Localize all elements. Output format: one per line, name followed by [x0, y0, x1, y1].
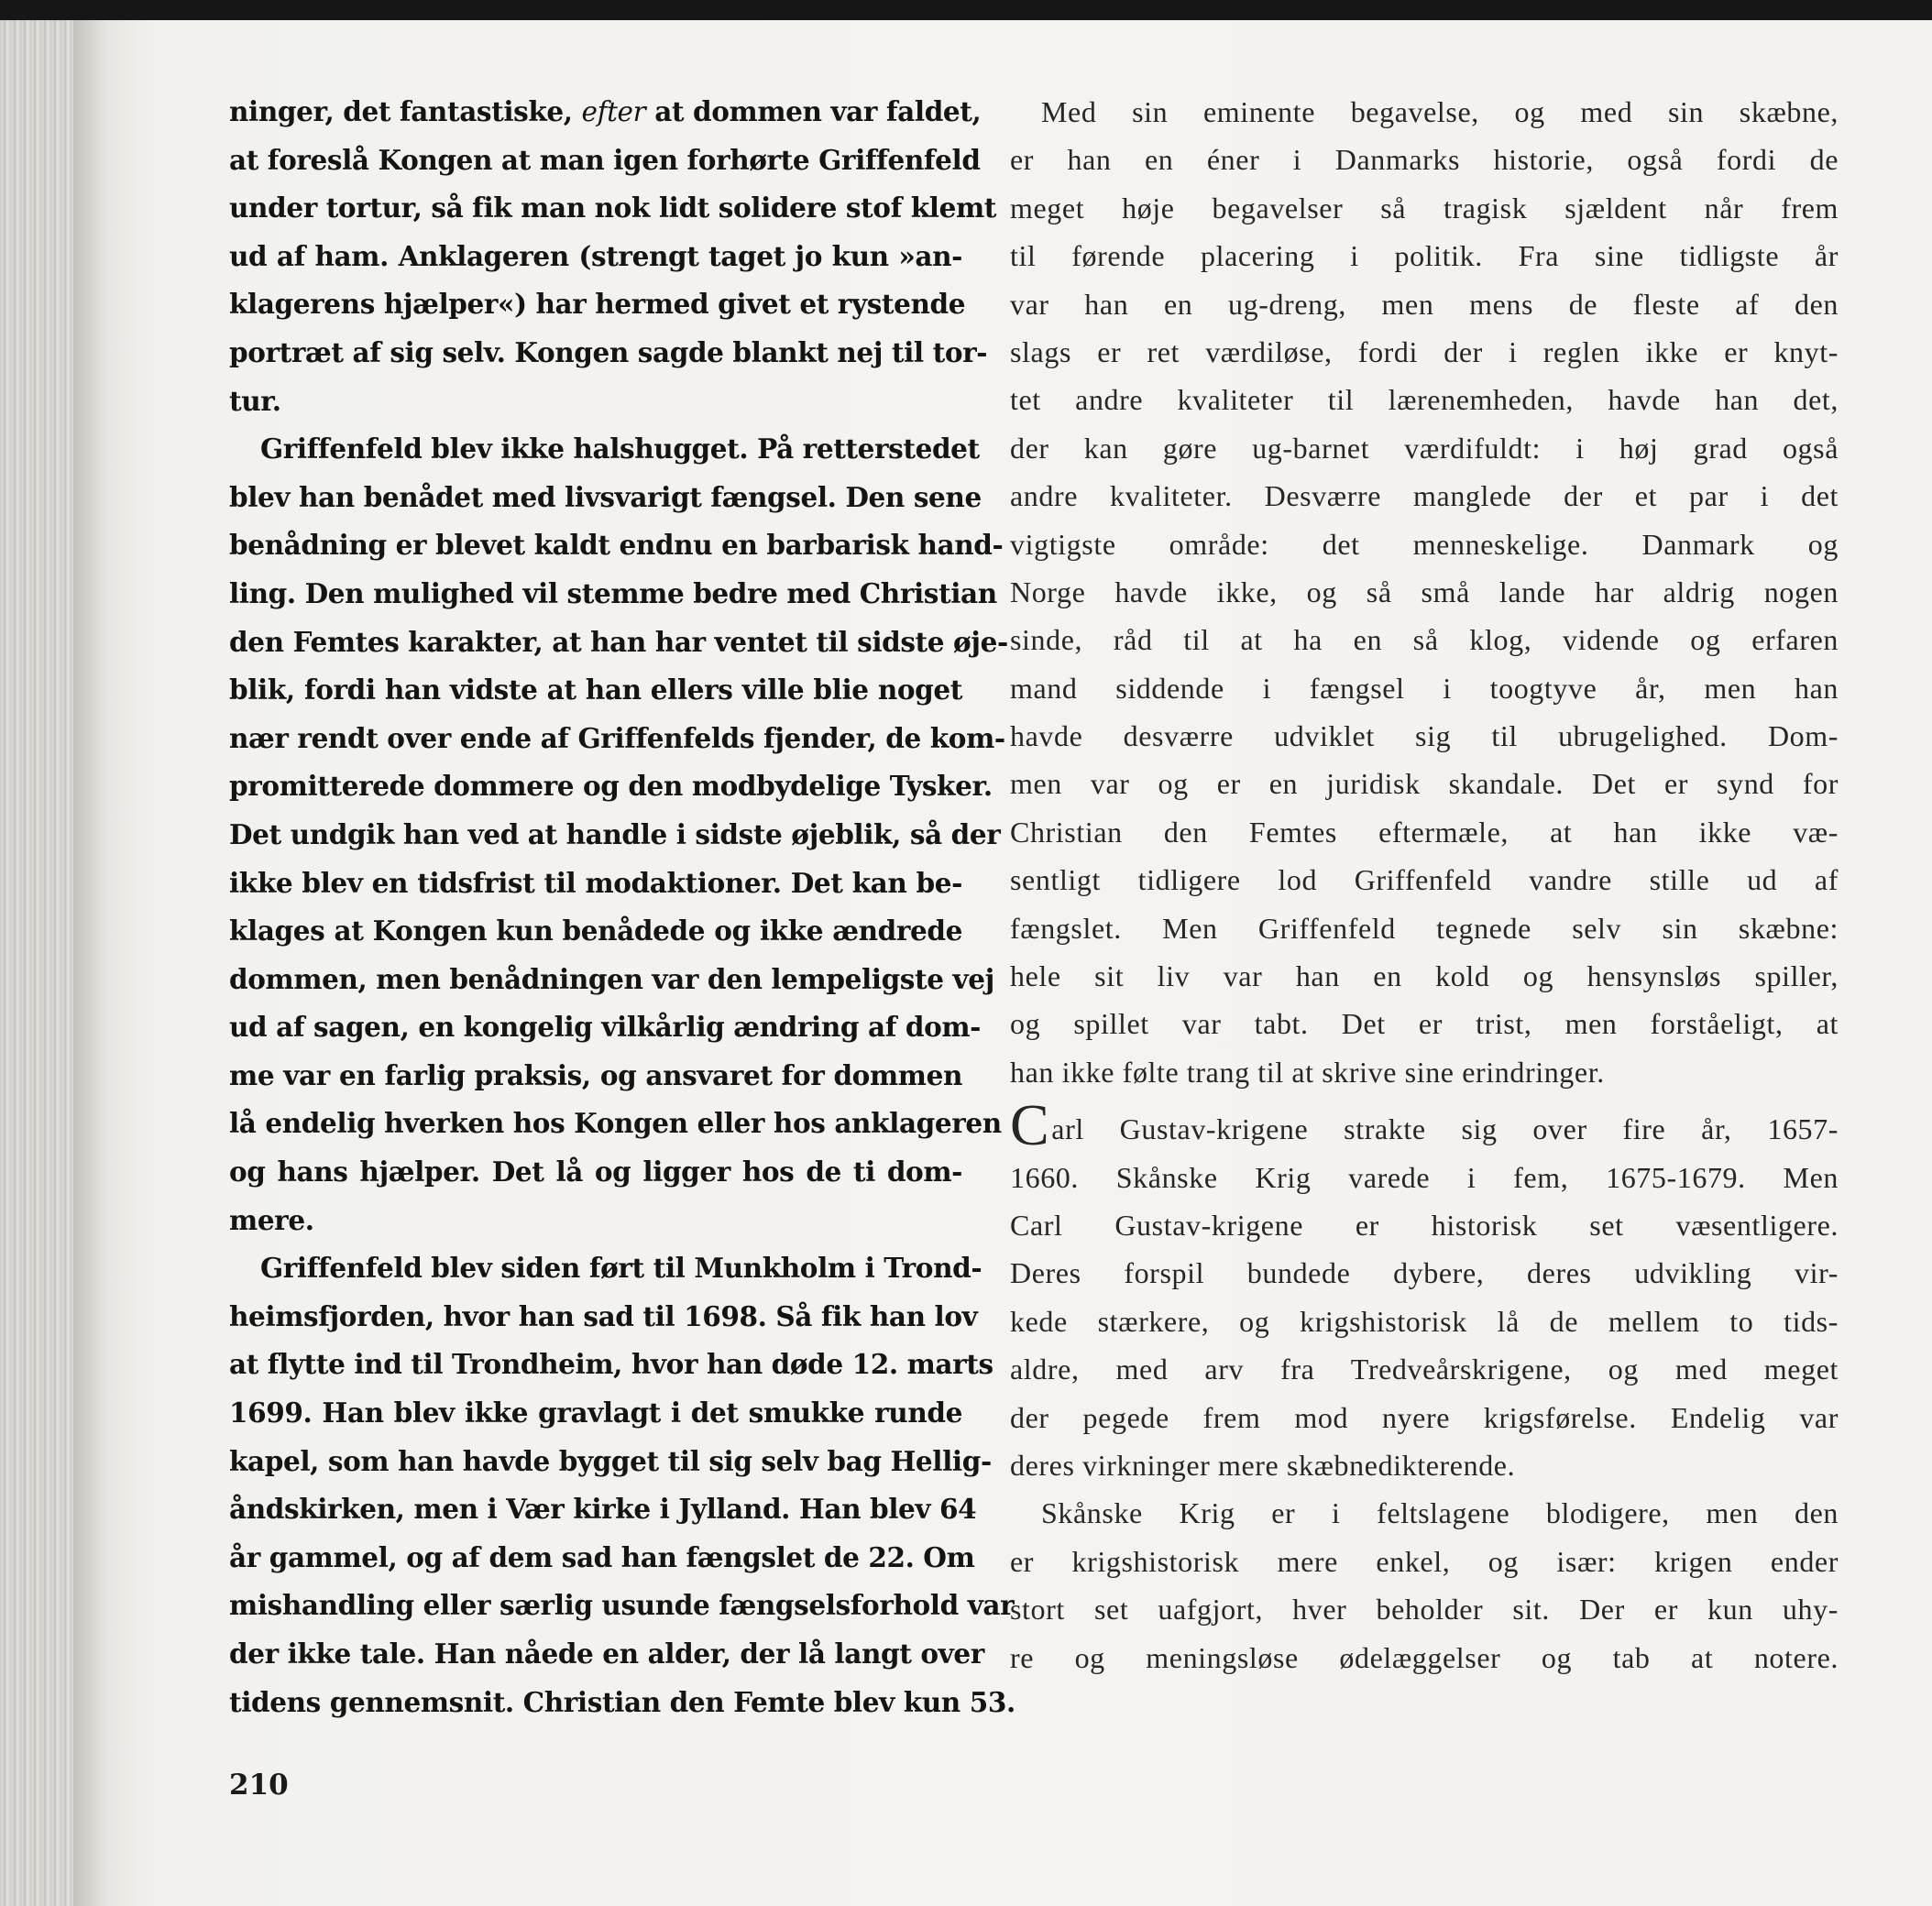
- text-line: ud af sagen, en kongelig vilkårlig ændring af dom-: [229, 1011, 982, 1044]
- text-line: Med sin eminente begavelse, og med sin skæbne,: [1041, 95, 1839, 128]
- text-line: benådning er blevet kaldt endnu en barbarisk hand-: [229, 529, 1004, 562]
- text-line: ninger, det fantastiske, efter at dommen var faldet,: [229, 95, 982, 127]
- text-line: 1660. Skånske Krig varede i fem, 1675-1679. Men: [1010, 1160, 1839, 1194]
- text-line: Christian den Femtes eftermæle, at han ikke væ-: [1010, 815, 1839, 849]
- text-line: mishandling eller særlig usunde fængselsforhold var: [229, 1589, 1015, 1622]
- text-line: deres virkninger mere skæbnedikterende.: [1010, 1448, 1516, 1482]
- page-number: 210: [229, 1769, 289, 1802]
- left-text-column: [229, 88, 1015, 1726]
- text-line: promitterede dommere og den modbydelige Tysker.: [229, 770, 993, 803]
- text-line: men var og er en juridisk skandale. Det er synd for: [1010, 767, 1839, 801]
- text-line: Norge havde ikke, og så små lande har aldrig nogen: [1010, 575, 1839, 608]
- text-line: der kan gøre ug-barnet værdifuldt: i høj grad også: [1010, 431, 1839, 465]
- drop-cap-letter: C: [1010, 1092, 1050, 1158]
- text-line: sinde, råd til at ha en så klog, vidende og erfaren: [1010, 623, 1839, 657]
- text-line: slags er ret værdiløse, fordi der i reglen ikke er knyt-: [1010, 334, 1839, 368]
- text-line: blik, fordi han vidste at han ellers ville blie noget: [229, 674, 962, 707]
- text-line: dommen, men benådningen var den lempeligste vej: [229, 962, 994, 995]
- text-line: aldre, med arv fra Tredveårskrigene, og med meget: [1010, 1353, 1839, 1386]
- text-line: stort set uafgjort, hver beholder sit. Der er kun uhy-: [1010, 1593, 1839, 1627]
- text-line: Griffenfeld blev ikke halshugget. På retterstedet: [260, 433, 980, 466]
- text-line: og hans hjælper. Det lå og ligger hos de ti dom-: [229, 1156, 962, 1189]
- text-line: me var en farlig praksis, og ansvaret for dommen: [229, 1058, 962, 1091]
- text-line: år gammel, og af dem sad han fængslet de 22. Om: [229, 1540, 975, 1573]
- text-line: Griffenfeld blev siden ført til Munkholm i Trond-: [260, 1252, 982, 1285]
- text-line: Carl Gustav-krigene er historisk set væsentligere.: [1010, 1208, 1839, 1242]
- text-line: tidens gennemsnit. Christian den Femte blev kun 53.: [229, 1685, 1015, 1718]
- text-line: vigtigste område: det menneskelige. Danmark og: [1010, 527, 1839, 561]
- text-line: mand siddende i fængsel i toogtyve år, men han: [1010, 671, 1839, 705]
- text-line: at flytte ind til Trondheim, hvor han døde 12. marts: [229, 1348, 993, 1381]
- text-line: lå endelig hverken hos Kongen eller hos anklageren: [229, 1107, 1002, 1140]
- text-line: tur.: [229, 384, 281, 417]
- section-gap: [1010, 1096, 1839, 1105]
- text-line: havde desværre udviklet sig til ubrugelighed. Dom-: [1010, 719, 1839, 753]
- text-line: nær rendt over ende af Griffenfelds fjender, de kom-: [229, 721, 1005, 754]
- text-line: 1699. Han blev ikke gravlagt i det smukke runde: [229, 1397, 962, 1430]
- text-line: klages at Kongen kun benådede og ikke ændrede: [229, 915, 962, 948]
- text-line: ling. Den mulighed vil stemme bedre med Christian: [229, 576, 997, 609]
- text-line: Deres forspil bundede dybere, deres udvikling vir-: [1010, 1256, 1839, 1290]
- text-line: der pegede frem mod nyere krigsførelse. Endelig var: [1010, 1400, 1839, 1434]
- text-line: at foreslå Kongen at man igen forhørte Griffenfeld: [229, 143, 981, 176]
- text-line: og spillet var tabt. Det er trist, men forståeligt, at: [1010, 1007, 1839, 1041]
- text-line: blev han benådet med livsvarigt fængsel. Den sene: [229, 480, 982, 513]
- text-line: Det undgik han ved at handle i sidste øjeblik, så der: [229, 817, 1001, 850]
- text-line: er krigshistorisk mere enkel, og især: krigen ender: [1010, 1544, 1839, 1578]
- text-line: hele sit liv var han en kold og hensynsløs spiller,: [1010, 959, 1839, 993]
- text-line: klagerens hjælper«) har hermed givet et rystende: [229, 288, 966, 321]
- scan-top-border: [0, 0, 1932, 20]
- text-line: [1010, 1092, 1839, 1158]
- text-line: åndskirken, men i Vær kirke i Jylland. Han blev 64: [229, 1493, 977, 1526]
- text-line: kede stærkere, og krigshistorisk lå de mellem to tids-: [1010, 1304, 1839, 1338]
- text-line: den Femtes karakter, at han har ventet til sidste øje-: [229, 625, 1008, 658]
- text-line: meget høje begavelser så tragisk sjældent når frem: [1010, 191, 1839, 225]
- gutter-shadow: [73, 20, 156, 1906]
- text-line: fængslet. Men Griffenfeld tegnede selv sin skæbne:: [1010, 911, 1839, 945]
- text-line: til førende placering i politik. Fra sine tidligste år: [1010, 239, 1839, 273]
- text-line: mere.: [229, 1203, 314, 1236]
- text-line-rest: arl Gustav-krigene strakte sig over fire år, 1657-: [1051, 1112, 1839, 1146]
- text-line: han ikke følte trang til at skrive sine erindringer.: [1010, 1055, 1605, 1089]
- text-line: tet andre kvaliteter til lærenemheden, havde han det,: [1010, 383, 1839, 417]
- right-text-column: [1010, 88, 1839, 1681]
- book-page-edges: [0, 20, 73, 1906]
- text-line: portræt af sig selv. Kongen sagde blankt nej til tor-: [229, 335, 988, 368]
- text-line: var han en ug-dreng, men mens de fleste af den: [1010, 287, 1839, 321]
- text-line: heimsfjorden, hvor han sad til 1698. Så fik han lov: [229, 1299, 978, 1332]
- text-line: Skånske Krig er i feltslagene blodigere, men den: [1041, 1496, 1839, 1530]
- text-line: ud af ham. Anklageren (strengt taget jo kun »an-: [229, 239, 962, 272]
- text-line: sentligt tidligere lod Griffenfeld vandre stille ud af: [1010, 863, 1839, 897]
- text-line: re og meningsløse ødelæggelser og tab at notere.: [1010, 1640, 1839, 1674]
- text-line: kapel, som han havde bygget til sig selv bag Hellig-: [229, 1444, 992, 1477]
- text-line: under tortur, så fik man nok lidt solidere stof klemt: [229, 192, 996, 225]
- text-line: ikke blev en tidsfrist til modaktioner. Det kan be-: [229, 866, 962, 899]
- text-line: er han en éner i Danmarks historie, også fordi de: [1010, 143, 1839, 177]
- text-line: der ikke tale. Han nåede en alder, der lå langt over: [229, 1638, 984, 1670]
- text-line: andre kvaliteter. Desværre manglede der et par i det: [1010, 479, 1839, 513]
